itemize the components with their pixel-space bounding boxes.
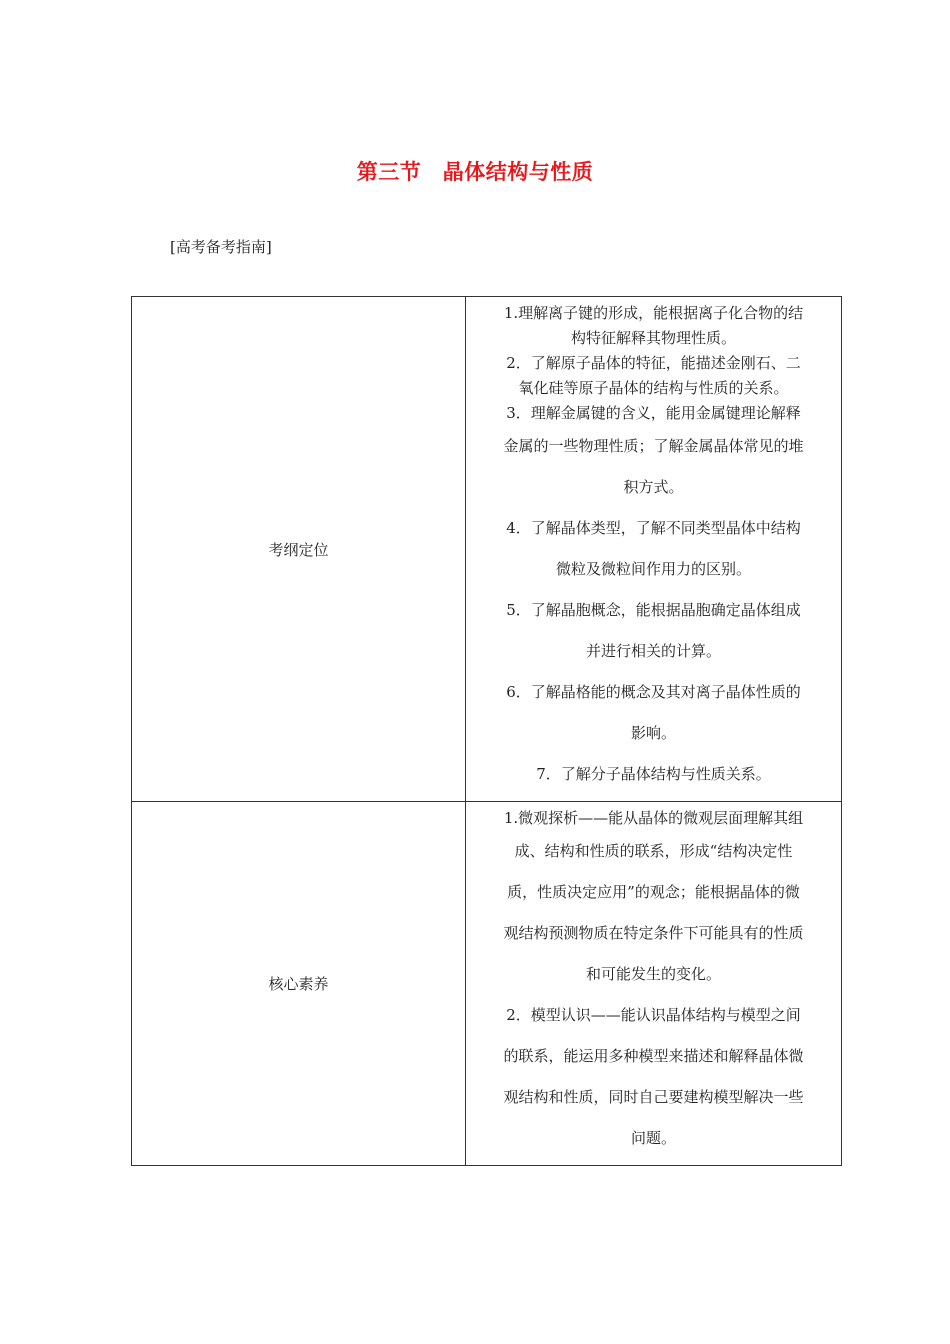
content-line: 1.理解离子键的形成，能根据离子化合物的结 — [503, 304, 804, 322]
content-line: 积方式。 — [623, 478, 684, 496]
content-line: 氧化硅等原子晶体的结构与性质的关系。 — [518, 379, 789, 397]
content-line: 金属的一些物理性质；了解金属晶体常见的堆 — [503, 437, 804, 455]
content-line: 观结构和性质，同时自己要建构模型解决一些 — [503, 1088, 804, 1106]
content-line: 质，性质决定应用”的观念；能根据晶体的微 — [507, 883, 800, 901]
row-label-exam-outline: 考纲定位 — [132, 297, 466, 802]
row-content-core-literacy — [466, 802, 842, 1166]
content-line: 成、结构和性质的联系，形成“结构决定性 — [514, 842, 793, 860]
content-line: 并进行相关的计算。 — [585, 642, 721, 660]
content-line: 6．了解晶格能的概念及其对离子晶体性质的 — [506, 683, 801, 701]
content-line: 4．了解晶体类型，了解不同类型晶体中结构 — [506, 519, 801, 537]
content-line: 2．了解原子晶体的特征，能描述金刚石、二 — [506, 354, 801, 372]
content-line: 和可能发生的变化。 — [585, 965, 721, 983]
section-title: 第三节 晶体结构与性质 — [356, 160, 594, 184]
content-line: 1.微观探析——能从晶体的微观层面理解其组 — [503, 809, 804, 827]
content-line: 观结构预测物质在特定条件下可能具有的性质 — [503, 924, 804, 942]
content-line: 微粒及微粒间作用力的区别。 — [555, 560, 751, 578]
content-line: 3．理解金属键的含义，能用金属键理论解释 — [506, 404, 801, 422]
content-line: 2．模型认识——能认识晶体结构与模型之间 — [506, 1006, 801, 1024]
exam-guide-table — [131, 296, 842, 1166]
content-line: 5．了解晶胞概念，能根据晶胞确定晶体组成 — [506, 601, 801, 619]
table-row — [132, 297, 842, 802]
table-row — [132, 802, 842, 1166]
content-line: 7．了解分子晶体结构与性质关系。 — [536, 765, 771, 783]
content-line: 问题。 — [630, 1129, 676, 1147]
row-content-exam-outline — [466, 297, 842, 802]
content-line: 的联系，能运用多种模型来描述和解释晶体微 — [503, 1047, 804, 1065]
guide-heading: [高考备考指南] — [170, 238, 272, 256]
row-label-core-literacy: 核心素养 — [132, 802, 466, 1166]
content-line: 构特征解释其物理性质。 — [570, 329, 736, 347]
content-line: 影响。 — [630, 724, 676, 742]
